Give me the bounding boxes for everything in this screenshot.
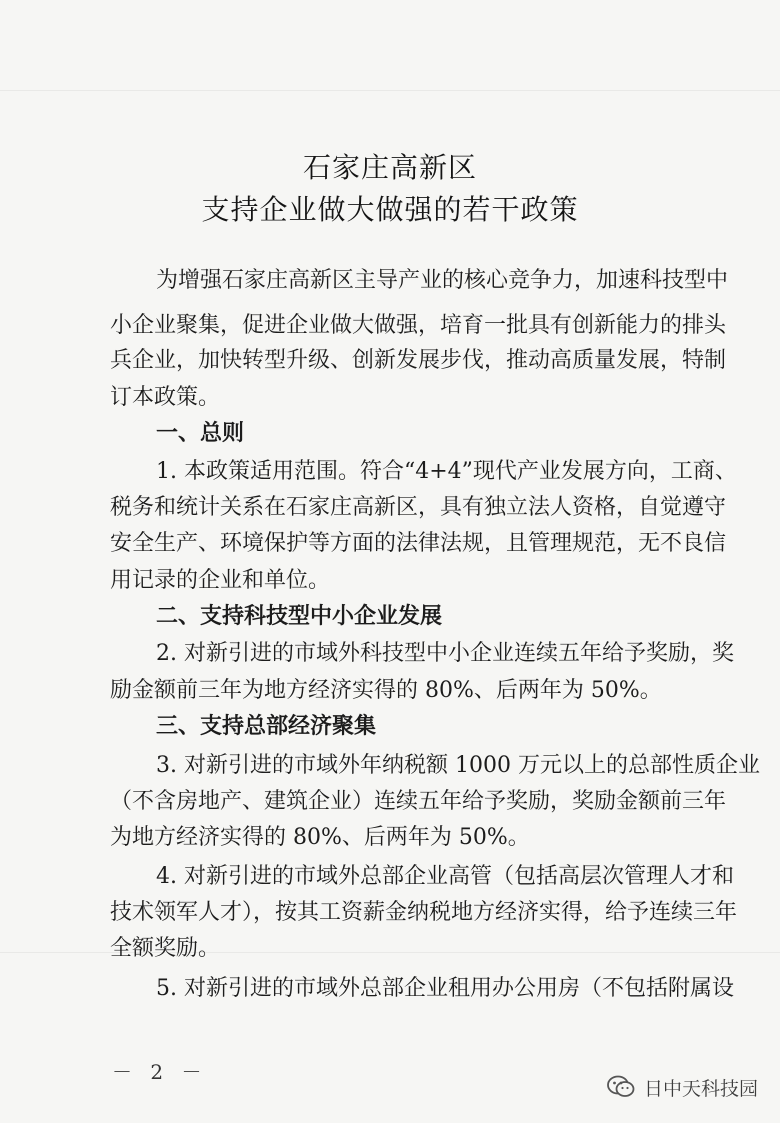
paragraph-line: 3. 对新引进的市域外年纳税额 1000 万元以上的总部性质企业 bbox=[156, 753, 760, 778]
section-heading: 一、总则 bbox=[156, 421, 245, 446]
paragraph-line: 4. 对新引进的市域外总部企业高管（包括高层次管理人才和 bbox=[156, 864, 734, 889]
paragraph-line: 为地方经济实得的 80%、后两年为 50%。 bbox=[110, 825, 530, 850]
section-heading: 三、支持总部经济聚集 bbox=[156, 714, 377, 739]
paragraph-line: 5. 对新引进的市域外总部企业租用办公用房（不包括附属设 bbox=[156, 976, 734, 1001]
paragraph-line: 励金额前三年为地方经济实得的 80%、后两年为 50%。 bbox=[110, 678, 662, 703]
paragraph-line: 全额奖励。 bbox=[110, 936, 221, 961]
paragraph-line: （不含房地产、建筑企业）连续五年给予奖励，奖励金额前三年 bbox=[110, 789, 727, 814]
paragraph-line: 小企业聚集，促进企业做大做强，培育一批具有创新能力的排头 bbox=[110, 313, 727, 338]
section-heading: 二、支持科技型中小企业发展 bbox=[156, 604, 443, 629]
paragraph-line: 2. 对新引进的市域外科技型中小企业连续五年给予奖励，奖 bbox=[156, 641, 734, 666]
paragraph-line: 1. 本政策适用范围。符合“4+4”现代产业发展方向，工商、 bbox=[156, 459, 737, 484]
paragraph-line: 技术领军人才），按其工资薪金纳税地方经济实得，给予连续三年 bbox=[110, 900, 738, 925]
paragraph-line: 安全生产、环境保护等方面的法律法规，且管理规范，无不良信 bbox=[110, 531, 727, 556]
paragraph-line: 税务和统计关系在石家庄高新区，具有独立法人资格，自觉遵守 bbox=[110, 495, 727, 520]
scan-fold-line bbox=[0, 90, 780, 91]
wechat-icon bbox=[606, 1074, 636, 1100]
page-number: － 2 － bbox=[112, 1060, 208, 1084]
paragraph-line: 为增强石家庄高新区主导产业的核心竞争力，加速科技型中 bbox=[156, 268, 729, 293]
watermark-text: 日中天科技园 bbox=[643, 1077, 758, 1100]
document-title-line-1: 石家庄高新区 bbox=[302, 151, 477, 184]
paragraph-line: 订本政策。 bbox=[110, 385, 221, 410]
paragraph-line: 兵企业，加快转型升级、创新发展步伐，推动高质量发展，特制 bbox=[110, 348, 727, 373]
paragraph-line: 用记录的企业和单位。 bbox=[110, 568, 331, 593]
watermark bbox=[606, 1073, 758, 1101]
document-title-line-2: 支持企业做大做强的若干政策 bbox=[201, 193, 579, 226]
